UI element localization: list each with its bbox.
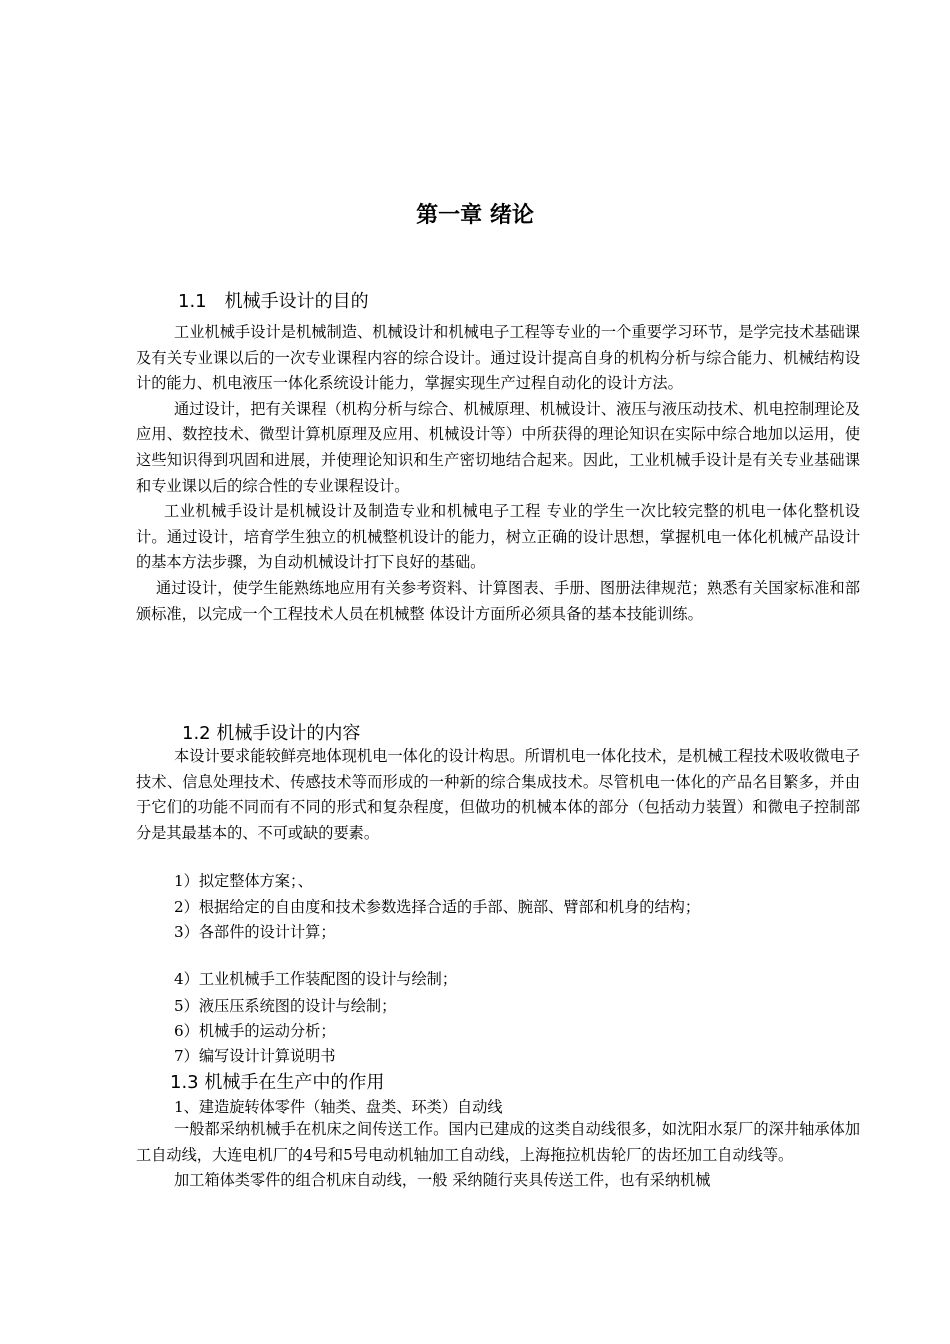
section-1-2-heading: 1.2 机械手设计的内容 — [182, 723, 361, 744]
list-item: 3）各部件的设计计算； — [174, 923, 336, 941]
list-item: 4）工业机械手工作装配图的设计与绘制； — [174, 970, 458, 988]
subheading: 1、建造旋转体零件（轴类、盘类、环类）自动线 — [174, 1098, 503, 1116]
section-1-1-heading: 1.1 机械手设计的目的 — [178, 291, 369, 312]
section-1-3-body — [136, 1117, 860, 1194]
section-1-2-body — [136, 744, 860, 846]
list-item: 2）根据给定的自由度和技术参数选择合适的手部、腕部、臂部和机身的结构； — [174, 898, 701, 916]
paragraph: 通过设计，使学生能熟练地应用有关参考资料、计算图表、手册、图册法律规范；熟悉有关国家标准和部颁标准，以完成一个工程技术人员在机械整 体设计方面所必须具备的基本技能训练。 — [136, 578, 860, 623]
section-1-3-heading: 1.3 机械手在生产中的作用 — [170, 1072, 385, 1093]
chapter-title: 第一章 绪论 — [416, 203, 534, 228]
paragraph: 工业机械手设计是机械制造、机械设计和机械电子工程等专业的一个重要学习环节，是学完技术基础课及有关专业课以后的一次专业课程内容的综合设计。通过设计提高自身的机构分析与综合能力、机械结构设计的能力、机电液压一体化系统设计能力，掌握实现生产过程自动化的设计方法。 — [136, 323, 860, 393]
paragraph: 通过设计，把有关课程（机构分析与综合、机械原理、机械设计、液压与液压动技术、机电控制理论及应用、数控技术、微型计算机原理及应用、机械设计等）中所获得的理论知识在实际中综合地加以运用，使这些知识得到巩固和进展，并使理论知识和生产密切地结合起来。因此，工业机械手设计是有关专业基础课和专业课以后的综合性的专业课程设计。 — [136, 399, 860, 495]
list-item: 7）编写设计计算说明书 — [174, 1047, 336, 1065]
paragraph: 加工箱体类零件的组合机床自动线，一般 采纳随行夹具传送工件，也有采纳机械 — [174, 1171, 711, 1190]
list-item: 6）机械手的运动分析； — [174, 1022, 336, 1040]
section-1-1-body — [136, 320, 860, 627]
list-item: 1）拟定整体方案；、 — [174, 872, 313, 890]
paragraph: 本设计要求能较鲜亮地体现机电一体化的设计构思。所谓机电一体化技术，是机械工程技术吸收微电子技术、信息处理技术、传感技术等而形成的一种新的综合集成技术。尽管机电一体化的产品名目繁多，并由于它们的功能不同而有不同的形式和复杂程度，但做功的机械本体的部分（包括动力装置）和微电子控制部分是其最基本的、不可或缺的要素。 — [136, 747, 860, 842]
paragraph: 一般都采纳机械手在机床之间传送工作。国内已建成的这类自动线很多，如沈阳水泵厂的深井轴承体加工自动线，大连电机厂的4号和5号电动机轴加工自动线，上海拖拉机齿轮厂的齿坯加工自动线等。 — [136, 1120, 860, 1164]
paragraph: 工业机械手设计是机械设计及制造专业和机械电子工程 专业的学生一次比较完整的机电一体化整机设计。通过设计，培育学生独立的机械整机设计的能力，树立正确的设计思想，掌握机电一体化机械产品设计的基本方法步骤，为自动机械设计打下良好的基础。 — [136, 502, 860, 572]
list-item: 5）液压压系统图的设计与绘制； — [174, 997, 397, 1015]
